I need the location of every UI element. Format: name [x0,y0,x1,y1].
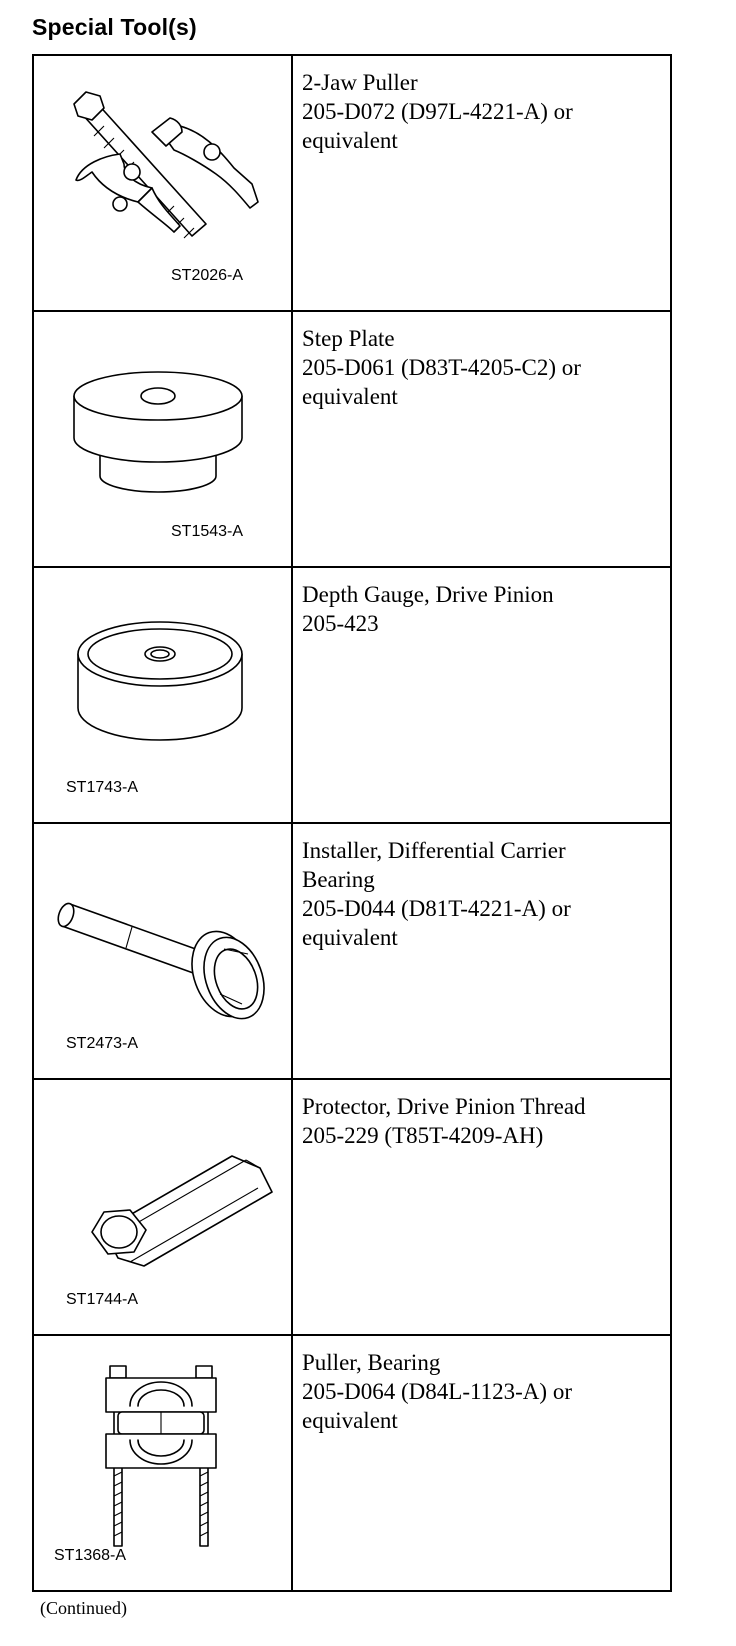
bearing-installer-icon [34,824,291,1066]
continued-note: (Continued) [40,1598,127,1618]
tool-image-cell [33,823,292,1079]
tool-row [33,823,671,1079]
tool-row [33,55,671,311]
tool-id-label: ST1543-A [171,523,244,540]
tool-equivalent-note: equivalent [302,1408,398,1433]
tool-description [292,1335,671,1591]
tool-description [292,567,671,823]
tool-description [292,311,671,567]
tool-image-cell [33,311,292,567]
tool-image-cell [33,1335,292,1591]
tool-image-cell [33,1079,292,1335]
tool-name-continued: Bearing [302,867,375,892]
tool-part-number: 205-D072 (D97L-4221-A) or [302,99,573,124]
tool-row [33,1335,671,1591]
tool-equivalent-note: equivalent [302,925,398,950]
tool-part-number: 205-229 (T85T-4209-AH) [302,1123,544,1148]
page-heading: Special Tool(s) [32,14,197,40]
tool-equivalent-note: equivalent [302,384,398,409]
tool-name: Puller, Bearing [302,1350,441,1375]
tool-description [292,55,671,311]
tool-description [292,1079,671,1335]
tool-name: Protector, Drive Pinion Thread [302,1094,586,1119]
tool-row [33,311,671,567]
tool-part-number: 205-D064 (D84L-1123-A) or [302,1379,572,1404]
tool-part-number: 205-D061 (D83T-4205-C2) or [302,355,581,380]
step-plate-icon [34,312,291,554]
tool-image-cell [33,567,292,823]
thread-protector-icon [34,1080,291,1322]
tool-id-label: ST2473-A [66,1035,139,1052]
tool-name: 2-Jaw Puller [302,70,418,95]
tool-name: Step Plate [302,326,395,351]
tool-id-label: ST1744-A [66,1291,139,1308]
two-jaw-puller-icon [34,56,291,298]
special-tools-table [32,54,672,1592]
depth-gauge-icon [34,568,291,810]
tool-id-label: ST1743-A [66,779,139,796]
tool-image-cell [33,55,292,311]
tool-description [292,823,671,1079]
bearing-puller-icon [34,1336,291,1578]
tool-part-number: 205-D044 (D81T-4221-A) or [302,896,571,921]
tool-name: Installer, Differential Carrier [302,838,566,863]
tool-id-label: ST2026-A [171,267,244,284]
tool-row [33,1079,671,1335]
tool-part-number: 205-423 [302,611,379,636]
tool-equivalent-note: equivalent [302,128,398,153]
tool-name: Depth Gauge, Drive Pinion [302,582,554,607]
tool-id-label: ST1368-A [54,1547,127,1564]
tool-row [33,567,671,823]
